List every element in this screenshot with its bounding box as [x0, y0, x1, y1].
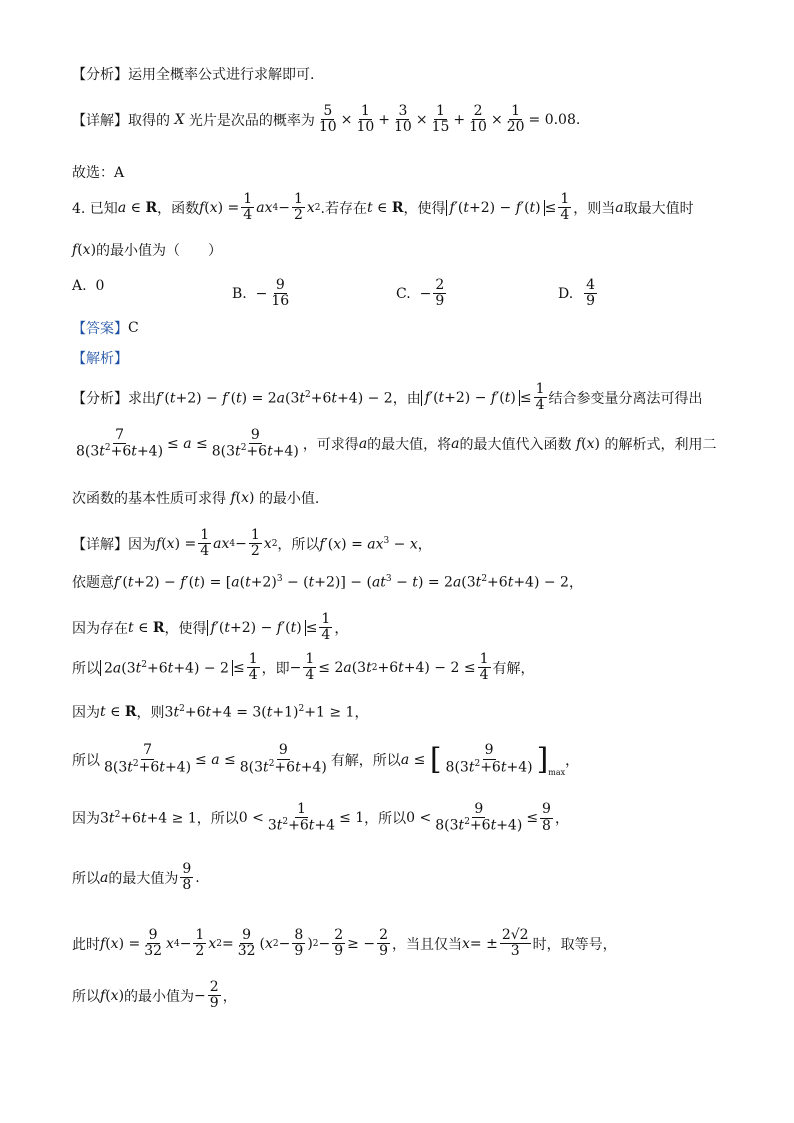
text: 所以 — [72, 988, 100, 1005]
text: 【详解】因为 — [72, 536, 156, 553]
text: ，当且仅当 — [392, 936, 463, 953]
math: 0 < 9 $8(3t^2+6t+4)$ ≤ 9 8 — [406, 801, 551, 835]
analysis-2-line-1 — [72, 382, 703, 414]
text: 4. 已知 — [72, 200, 118, 217]
math: f′(t+2) − f′(t) ≤ 1 4 — [421, 382, 549, 414]
math: $3t^2+6t+4 \ge 1$ — [100, 809, 197, 827]
math: t ∈ R — [128, 619, 165, 636]
text: 因为 — [72, 705, 100, 721]
text: ， — [565, 752, 580, 769]
math: f ( x ) = 1 4 ax 4 − 1 2 x 2 — [156, 527, 278, 560]
math: $f'(t+2) - f'(t) = 2a(3t^2+6t+4) - 2$ — [156, 389, 393, 407]
math: f(x) — [575, 436, 605, 453]
text: 因为存在 — [72, 620, 128, 637]
text: ， — [417, 536, 432, 553]
option-c: C. − $\frac{2}{9}$ — [396, 277, 445, 310]
text: ，则当 — [573, 200, 616, 217]
option-a — [72, 278, 104, 294]
detail-2-line-1 — [72, 528, 432, 560]
option-d: D. 4 9 — [558, 277, 596, 310]
math: 7 $8(3t^2+6t+4)$ ≤ a ≤ 9 $8(3t^2+6t+4)$ — [104, 742, 327, 776]
math: 0 < 1 $3t^2+6t+4$ ≤ 1 — [238, 801, 365, 835]
text: .若存在 — [320, 200, 367, 217]
math: $f'(t+2) - f'(t) = [a(t+2)^3 - (t+2)] - (at^3 - t) = 2a(3t^2+6t+4) - 2$ — [114, 573, 569, 591]
answer-line — [72, 318, 139, 338]
text: . — [195, 869, 200, 886]
text: ，所以 — [277, 536, 320, 553]
text: A. — [72, 278, 87, 294]
text: ， — [222, 988, 237, 1005]
text: 【分析】求出 — [72, 390, 156, 407]
math: f′(t+2) − f′(t) ≤ 1 4 — [446, 192, 574, 224]
math: $3t^2+6t+4 = 3(t+1)^2+1 \ge 1$ — [164, 703, 355, 721]
math-probability: 5 10 × 1 10 + 3 10 × 1 15 + 2 10 × 1 20 = 0.08 — [318, 103, 576, 136]
text: 所以 — [72, 660, 100, 677]
choice-line — [72, 162, 124, 182]
detail-2-line-9 — [72, 928, 617, 960]
question-4-line-1 — [72, 192, 694, 224]
text: ，可求得 — [302, 437, 359, 454]
math: − 2 9 — [194, 979, 219, 1012]
text: 有解，所以 — [330, 752, 401, 769]
text: B. — [232, 285, 247, 302]
math: a — [100, 869, 109, 886]
text: ，使得 — [403, 200, 446, 217]
text: C. — [396, 285, 411, 302]
detail-2-line-8 — [72, 862, 200, 894]
text: 的最大值代入函数 — [459, 437, 572, 454]
analysis-2-line-3 — [72, 488, 319, 508]
text: ， — [554, 811, 569, 828]
text: 的解析式，利用二 — [604, 437, 717, 454]
text: C — [128, 320, 139, 336]
math: a — [615, 199, 624, 216]
math: 7 $8(3t^2+6t+4)$ ≤ a ≤ 9 $8(3t^2+6t+4)$ — [76, 427, 299, 461]
math: a ∈ R — [117, 199, 158, 216]
text: 结合参变量分离法可得出 — [548, 390, 703, 407]
text: 次函数的基本性质可求得 — [72, 491, 226, 507]
text: 取最大值时 — [623, 200, 694, 217]
detail-2-line-3 — [72, 612, 348, 644]
math: − 1 4 ≤ 2 a (3 t 2 +6 t +4) − 2 ≤ 1 4 — [289, 651, 489, 684]
detail-2-line-6 — [72, 742, 579, 777]
detail-2-line-7 — [72, 802, 569, 834]
analysis-2-line-2: 7 $8(3t^2+6t+4)$ ≤ a ≤ 9 $8(3t^2+6t+4)$ ，可求得 a 的最大值，将 a 的最大值代入函数 f(x) 的解析式，利用二 — [72, 428, 716, 460]
option-b: B. − $\frac{9}{16}$ — [232, 277, 290, 310]
text: 的最小值为（ ） — [96, 243, 223, 259]
math: t ∈ R — [100, 704, 137, 720]
math: f(x) — [100, 987, 125, 1004]
math: x = ± 2√2 3 — [462, 927, 529, 960]
math-x: X — [170, 111, 189, 128]
text: 有解， — [492, 660, 535, 677]
math: a ≤ [ 9 $8(3t^2+6t+4)$ ] max — [400, 742, 566, 777]
text: 的最小值. — [258, 491, 320, 507]
text: 的最大值，将 — [367, 437, 452, 454]
text: ， — [568, 575, 583, 591]
analysis-line-1 — [72, 64, 314, 84]
text: 0 — [95, 278, 105, 294]
text: 此时 — [72, 936, 100, 953]
text: 时，取等号， — [532, 936, 617, 953]
detail-2-line-2 — [72, 572, 583, 592]
detail-2-line-10 — [72, 980, 237, 1012]
text: ，由 — [392, 390, 421, 407]
text: ， — [354, 705, 369, 721]
text: ，使得 — [164, 620, 207, 637]
text: . — [575, 111, 581, 128]
text: 因为 — [72, 811, 100, 828]
text: ，函数 — [157, 200, 200, 217]
math: $f'(x) = ax^3 - x$ — [319, 535, 418, 553]
detail-line-1 — [72, 104, 580, 136]
text: 的最大值为 — [108, 870, 179, 887]
text: D. — [558, 285, 574, 302]
text: 所以 — [72, 870, 100, 887]
math: f(x) — [72, 242, 97, 258]
text: ，所以 — [364, 811, 407, 828]
detail-2-line-4 — [72, 652, 535, 684]
text: 的最小值为 — [124, 988, 195, 1005]
text: 【解析】 — [72, 351, 128, 367]
text: 依题意 — [72, 575, 114, 591]
explanation-label — [72, 348, 128, 368]
text: 故选：A — [72, 165, 125, 181]
text: 所以 — [72, 752, 100, 769]
math: t ∈ R — [366, 199, 404, 216]
math: f ( x ) = 1 4 ax 4 − 1 2 x 2 — [199, 191, 321, 224]
math: f ( x ) = 9 32 x 4 − 1 2 x 2 = 9 32 ( x 2 − 8 9 ) 2 − 2 9 ≥ − 2 9 — [100, 927, 389, 960]
math: $2a(3t^2+6t+4) - 2$ ≤ 1 4 — [100, 652, 262, 684]
text: ，则 — [136, 705, 165, 721]
answer-label: 【答案】 — [72, 321, 128, 337]
text: 【详解】取得的 — [72, 112, 170, 129]
text: ，即 — [261, 660, 290, 677]
text: 【分析】运用全概率公式进行求解即可. — [72, 67, 315, 83]
question-4-line-2 — [72, 240, 222, 260]
math: f(x) — [230, 490, 259, 506]
detail-2-line-5 — [72, 702, 368, 722]
text: ， — [334, 620, 349, 637]
text: ，所以 — [196, 811, 239, 828]
text: 光片是次品的概率为 — [188, 112, 315, 129]
math: f′(t+2) − f′(t) ≤ 1 4 — [207, 612, 335, 644]
math: 9 8 — [182, 861, 192, 894]
